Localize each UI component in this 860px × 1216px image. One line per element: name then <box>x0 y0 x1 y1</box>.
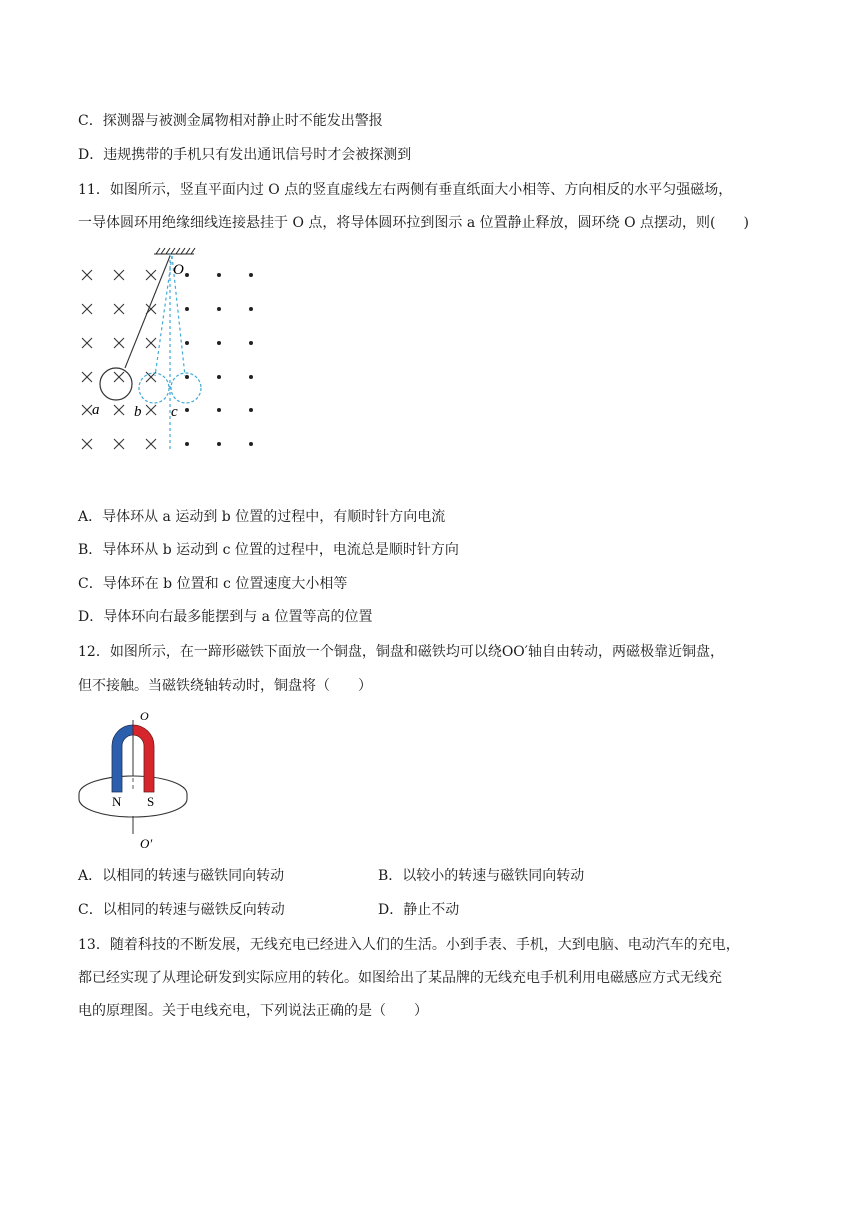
prev-option-c: C．探测器与被测金属物相对静止时不能发出警报 <box>78 113 383 129</box>
q12-option-b: B．以较小的转速与磁铁同向转动 <box>378 868 585 884</box>
label-b: b <box>134 404 142 420</box>
dot-mark <box>185 375 189 379</box>
dot-mark <box>185 341 189 345</box>
q12-stem-line1: 12．如图所示，在一蹄形磁铁下面放一个铜盘，铜盘和磁铁均可以绕OO′轴自由转动，两磁极靠近铜盘， <box>78 644 724 660</box>
dot-mark <box>249 341 253 345</box>
ring-b <box>139 373 169 403</box>
q12-option-a: A．以相同的转速与磁铁同向转动 <box>78 868 285 884</box>
cross-mark <box>82 270 92 280</box>
cross-mark <box>82 372 92 382</box>
dot-mark <box>217 375 221 379</box>
cross-mark <box>146 338 156 348</box>
dot-mark <box>217 307 221 311</box>
cross-mark <box>114 439 124 449</box>
cross-mark <box>146 405 156 415</box>
cross-mark <box>114 372 124 382</box>
dot-mark <box>185 273 189 277</box>
copper-disc-thickness <box>79 794 187 817</box>
q12-option-d: D．静止不动 <box>378 902 460 918</box>
label-a: a <box>92 402 100 418</box>
q11-option-a: A．导体环从 a 运动到 b 位置的过程中，有顺时针方向电流 <box>78 509 446 525</box>
string-to-a <box>125 256 170 368</box>
dot-mark <box>217 341 221 345</box>
q11-stem-line1: 11．如图所示，竖直平面内过 O 点的竖直虚线左右两侧有垂直纸面大小相等、方向相反的水平匀强磁场， <box>78 182 733 198</box>
cross-mark <box>114 304 124 314</box>
q11-stem-line2: 一导体圆环用绝缘细线连接悬挂于 O 点，将导体圆环拉到图示 a 位置静止释放，圆环绕 O 点摆动，则( ) <box>78 215 749 231</box>
cross-mark <box>82 439 92 449</box>
q12-figure <box>76 706 206 854</box>
q11-figure <box>70 246 270 456</box>
cross-mark <box>114 270 124 280</box>
dot-mark <box>185 408 189 412</box>
q13-stem-line1: 13．随着科技的不断发展，无线充电已经进入人们的生活。小到手表、手机，大到电脑、电动汽车的充电， <box>78 937 740 953</box>
cross-mark <box>82 304 92 314</box>
dot-mark <box>217 408 221 412</box>
label-o: O <box>173 262 184 278</box>
field-into-page-marks <box>82 270 156 449</box>
label-south: S <box>147 794 155 809</box>
field-out-of-page-marks <box>185 273 253 446</box>
q11-option-d: D．导体环向右最多能摆到与 a 位置等高的位置 <box>78 609 373 625</box>
dot-mark <box>185 442 189 446</box>
cross-mark <box>82 405 92 415</box>
dot-mark <box>249 408 253 412</box>
ceiling-support <box>154 248 195 254</box>
prev-option-d: D．违规携带的手机只有发出通讯信号时才会被探测到 <box>78 147 412 163</box>
dot-mark <box>217 273 221 277</box>
label-axis-o: O <box>140 709 149 723</box>
label-c: c <box>171 404 178 420</box>
q11-option-c: C．导体环在 b 位置和 c 位置速度大小相等 <box>78 576 348 592</box>
cross-mark <box>146 439 156 449</box>
dot-mark <box>249 442 253 446</box>
dot-mark <box>185 307 189 311</box>
dot-mark <box>249 375 253 379</box>
q13-stem-line2: 都已经实现了从理论研发到实际应用的转化。如图给出了某品牌的无线充电手机利用电磁感应方式无线充 <box>78 970 722 986</box>
dot-mark <box>249 307 253 311</box>
q12-option-c: C．以相同的转速与磁铁反向转动 <box>78 902 285 918</box>
cross-mark <box>82 338 92 348</box>
cross-mark <box>146 270 156 280</box>
ring-a <box>100 368 132 400</box>
q11-option-b: B．导体环从 b 运动到 c 位置的过程中，电流总是顺时针方向 <box>78 542 459 558</box>
label-north: N <box>112 794 122 809</box>
cross-mark <box>114 338 124 348</box>
cross-mark <box>114 405 124 415</box>
dot-mark <box>249 273 253 277</box>
q12-stem-line2: 但不接触。当磁铁绕轴转动时，铜盘将（ ） <box>78 678 372 694</box>
dot-mark <box>217 442 221 446</box>
label-axis-o-prime: O′ <box>140 836 153 851</box>
q13-stem-line3: 电的原理图。关于电线充电，下列说法正确的是（ ） <box>78 1003 428 1019</box>
